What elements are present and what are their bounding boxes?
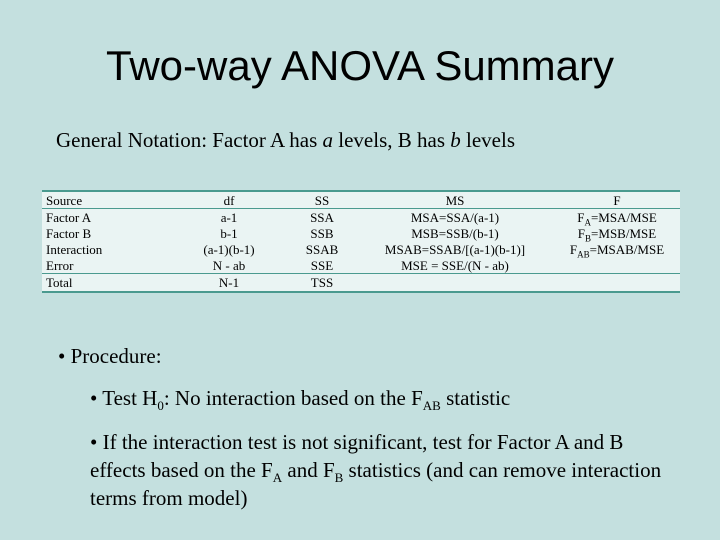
cell-source: Total bbox=[42, 274, 170, 293]
bullet-test-text-c: statistic bbox=[440, 386, 511, 410]
cell-source: Interaction bbox=[46, 241, 103, 257]
cell-df: N - ab bbox=[212, 257, 246, 273]
f-formula: =MSA/MSE bbox=[590, 209, 657, 225]
table-row bbox=[42, 209, 680, 226]
cell-f bbox=[554, 257, 680, 274]
f-subscript: B bbox=[585, 233, 592, 244]
cell-ss: SSA bbox=[310, 209, 334, 225]
notation-suffix: levels bbox=[460, 128, 515, 152]
f-label: F bbox=[577, 225, 586, 241]
cell-df: (a-1)(b-1) bbox=[203, 241, 255, 257]
cell-df: a-1 bbox=[220, 209, 238, 225]
table-header-row bbox=[42, 191, 680, 209]
f-label: F bbox=[569, 241, 578, 257]
f-subscript: A bbox=[584, 217, 591, 228]
bullet-ifnot-text-a: • If the interaction test is not significant, test for Factor A and B effects based on the F bbox=[90, 430, 624, 482]
cell-ss: SSAB bbox=[305, 241, 339, 257]
bullet-test bbox=[90, 384, 690, 412]
cell-ms: MSAB=SSAB/[(a-1)(b-1)] bbox=[384, 241, 526, 257]
notation-b: b bbox=[450, 128, 461, 152]
cell-f bbox=[554, 209, 680, 226]
notation-prefix: General Notation: Factor A has bbox=[56, 128, 323, 152]
f-subscript: AB bbox=[577, 249, 590, 260]
cell-ms: MSE = SSE/(N - ab) bbox=[401, 257, 509, 273]
table-row bbox=[42, 225, 680, 241]
cell-ss: TSS bbox=[288, 274, 356, 293]
table-row bbox=[42, 241, 680, 257]
subscript-a: A bbox=[272, 470, 283, 486]
subscript-0: 0 bbox=[157, 398, 164, 414]
anova-table bbox=[42, 190, 680, 293]
cell-source: Factor B bbox=[46, 225, 92, 241]
bullet-procedure: • Procedure: bbox=[58, 344, 162, 368]
slide-title: Two-way ANOVA Summary bbox=[105, 42, 615, 89]
header-source: Source bbox=[42, 191, 170, 209]
subscript-b: B bbox=[334, 470, 344, 486]
cell-df: b-1 bbox=[220, 225, 238, 241]
f-label: F bbox=[577, 209, 585, 225]
general-notation bbox=[56, 126, 515, 154]
cell-f bbox=[554, 241, 680, 260]
bullet-test-text-a: • Test H bbox=[90, 386, 158, 410]
notation-middle: levels, B has bbox=[333, 128, 451, 152]
cell-df: N-1 bbox=[170, 274, 288, 293]
cell-source: Factor A bbox=[46, 209, 92, 225]
header-ms: MS bbox=[356, 191, 554, 209]
header-df: df bbox=[170, 191, 288, 209]
bullet-if-not-significant bbox=[90, 428, 670, 512]
f-formula: =MSB/MSE bbox=[591, 225, 657, 241]
cell-ss: SSE bbox=[310, 257, 334, 273]
f-formula: =MSAB/MSE bbox=[589, 241, 665, 257]
cell-source: Error bbox=[46, 257, 74, 273]
header-f: F bbox=[554, 191, 680, 209]
cell-ms bbox=[356, 274, 554, 293]
cell-ms: MSB=SSB/(b-1) bbox=[411, 225, 499, 241]
subscript-ab: AB bbox=[422, 398, 441, 414]
cell-ss: SSB bbox=[310, 225, 334, 241]
notation-a: a bbox=[322, 128, 334, 152]
cell-f bbox=[554, 274, 680, 293]
table-row bbox=[42, 257, 680, 274]
bullet-ifnot-text-b: and F bbox=[282, 458, 335, 482]
bullet-test-text-b: : No interaction based on the F bbox=[163, 386, 423, 410]
bullet-ifnot-text-c: statistics (and can remove interaction terms from model) bbox=[90, 458, 662, 510]
cell-f bbox=[554, 225, 680, 244]
table-row-total bbox=[42, 274, 680, 293]
cell-ms: MSA=SSA/(a-1) bbox=[410, 209, 500, 225]
header-ss: SS bbox=[288, 191, 356, 209]
